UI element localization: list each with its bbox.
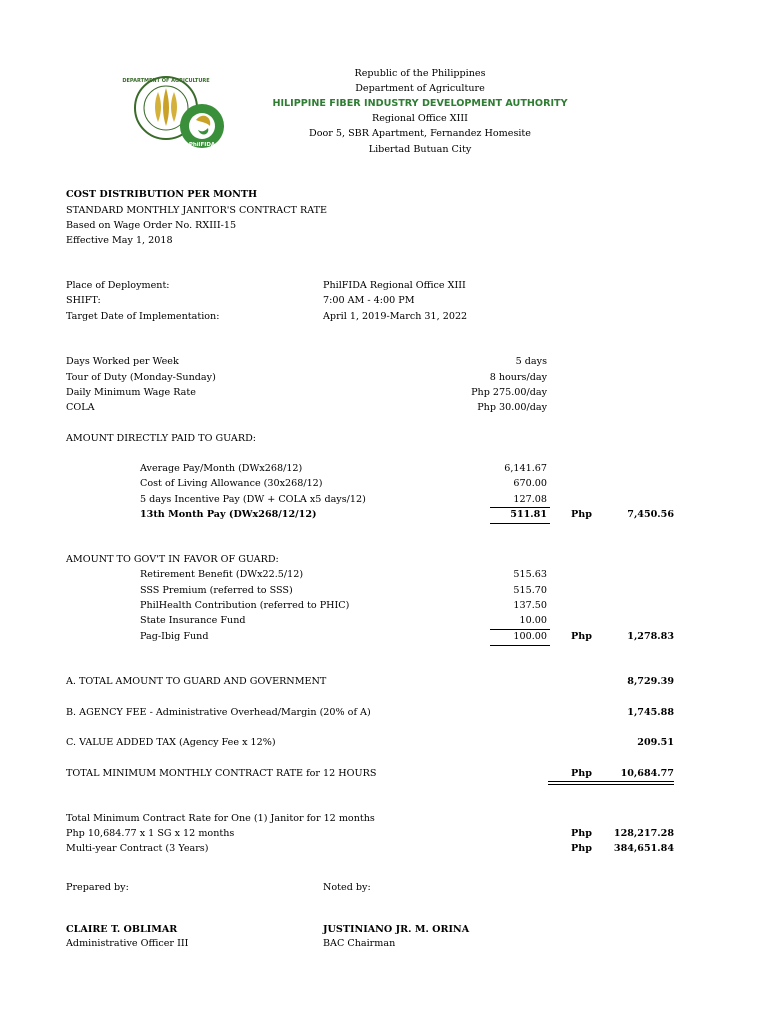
work-value: 8 hours/day (489, 372, 547, 383)
philfida-text: PhilFIDA (188, 142, 216, 148)
header-agency-name: HILIPPINE FIBER INDUSTRY DEVELOPMENT AUTHORITY (272, 98, 568, 109)
total-guard-govt-label: A. TOTAL AMOUNT TO GUARD AND GOVERNMENT (66, 676, 327, 687)
target-value: April 1, 2019-March 31, 2022 (323, 311, 468, 322)
prepared-by-label: Prepared by: (66, 882, 129, 893)
guard-item-value: 511.81 (510, 509, 547, 520)
govt-item-label: Retirement Benefit (DWx22.5/12) (140, 569, 304, 580)
header-address: Door 5, SBR Apartment, Fernandez Homesite (309, 128, 531, 139)
govt-item-value: 10.00 (519, 615, 547, 626)
guard-item-label: 13th Month Pay (DWx268/12/12) (140, 509, 317, 520)
document-subtitle: STANDARD MONTHLY JANITOR'S CONTRACT RATE (66, 205, 328, 216)
guard-total: 7,450.56 (627, 509, 674, 520)
govt-bottom-rule (490, 645, 550, 646)
effective-date: Effective May 1, 2018 (66, 235, 173, 246)
monthly-total-label: TOTAL MINIMUM MONTHLY CONTRACT RATE for 12 HOURS (66, 768, 377, 779)
agency-logos (122, 74, 226, 154)
noted-by-name: JUSTINIANO JR. M. ORINA (323, 924, 470, 935)
annual-rate-value: 128,217.28 (613, 828, 674, 839)
work-value: Php 275.00/day (471, 387, 547, 398)
guard-item-value: 670.00 (513, 478, 547, 489)
annual-rate-label: Php 10,684.77 x 1 SG x 12 months (66, 828, 235, 839)
work-value: 5 days (515, 356, 547, 367)
guard-bottom-rule (490, 523, 550, 524)
govt-item-label: SSS Premium (referred to SSS) (140, 585, 293, 596)
guard-item-value: 127.08 (513, 494, 547, 505)
total-guard-govt-value: 8,729.39 (627, 676, 674, 687)
contract-heading: Total Minimum Contract Rate for One (1) Janitor for 12 months (66, 813, 375, 824)
guard-total-currency: Php (571, 509, 592, 520)
da-seal-text: DEPARTMENT OF AGRICULTURE (122, 78, 210, 84)
wage-order: Based on Wage Order No. RXIII-15 (66, 220, 237, 231)
work-label: Daily Minimum Wage Rate (66, 387, 196, 398)
govt-total: 1,278.83 (627, 631, 674, 642)
govt-item-value: 515.70 (513, 585, 547, 596)
prepared-by-title: Administrative Officer III (66, 938, 189, 949)
multi-year-label: Multi-year Contract (3 Years) (66, 843, 209, 854)
govt-section-heading: AMOUNT TO GOV'T IN FAVOR OF GUARD: (66, 554, 279, 565)
work-value: Php 30.00/day (477, 402, 547, 413)
guard-item-value: 6,141.67 (504, 463, 547, 474)
vat-value: 209.51 (637, 737, 674, 748)
subtotal-rule (490, 507, 550, 508)
work-label: Tour of Duty (Monday-Sunday) (66, 372, 216, 383)
document-title: COST DISTRIBUTION PER MONTH (66, 189, 258, 200)
noted-by-title: BAC Chairman (323, 938, 396, 949)
govt-item-label: State Insurance Fund (140, 615, 246, 626)
header-country: Republic of the Philippines (354, 68, 486, 79)
guard-item-label: Cost of Living Allowance (30x268/12) (140, 478, 323, 489)
annual-rate-currency: Php (571, 828, 592, 839)
target-label: Target Date of Implementation: (66, 311, 220, 322)
work-label: COLA (66, 402, 95, 413)
monthly-total-currency: Php (571, 768, 592, 779)
govt-item-value: 100.00 (513, 631, 547, 642)
govt-item-label: Pag-Ibig Fund (140, 631, 209, 642)
guard-section-heading: AMOUNT DIRECTLY PAID TO GUARD: (66, 433, 257, 444)
multi-year-value: 384,651.84 (613, 843, 674, 854)
shift-value: 7:00 AM - 4:00 PM (323, 295, 415, 306)
noted-by-label: Noted by: (323, 882, 371, 893)
monthly-total-value: 10,684.77 (620, 768, 674, 779)
govt-item-value: 515.63 (513, 569, 547, 580)
philfida-logo-icon (180, 104, 224, 148)
prepared-by-name: CLAIRE T. OBLIMAR (66, 924, 178, 935)
logos-svg (122, 74, 226, 154)
monthly-total-double-rule (548, 781, 674, 785)
agency-fee-value: 1,745.88 (627, 707, 674, 718)
guard-item-label: Average Pay/Month (DWx268/12) (140, 463, 303, 474)
govt-total-currency: Php (571, 631, 592, 642)
place-value: PhilFIDA Regional Office XIII (323, 280, 466, 291)
place-label: Place of Deployment: (66, 280, 170, 291)
guard-item-label: 5 days Incentive Pay (DW + COLA x5 days/12) (140, 494, 366, 505)
header-regional-office: Regional Office XIII (372, 113, 468, 124)
header-department: Department of Agriculture (355, 83, 485, 94)
header-city: Libertad Butuan City (368, 144, 472, 155)
govt-item-label: PhilHealth Contribution (referred to PHIC) (140, 600, 350, 611)
work-label: Days Worked per Week (66, 356, 179, 367)
subtotal-rule (490, 629, 550, 630)
shift-label: SHIFT: (66, 295, 101, 306)
agency-fee-label: B. AGENCY FEE - Administrative Overhead/Margin (20% of A) (66, 707, 371, 718)
vat-label: C. VALUE ADDED TAX (Agency Fee x 12%) (66, 737, 276, 748)
multi-year-currency: Php (571, 843, 592, 854)
govt-item-value: 137.50 (513, 600, 547, 611)
